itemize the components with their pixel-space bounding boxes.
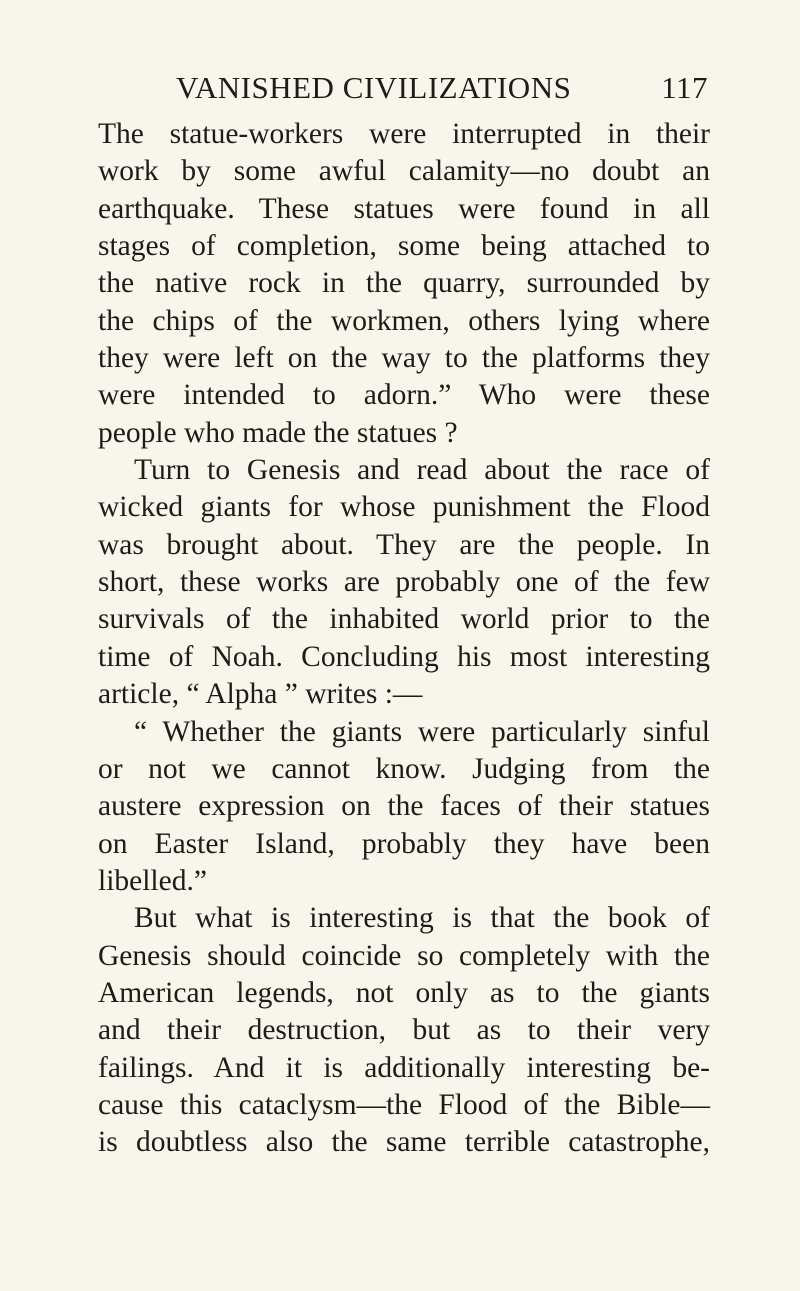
body-text <box>98 116 710 1162</box>
text-line: short, these works are probably one of the few <box>98 566 710 599</box>
text-line: they were left on the way to the platforms they <box>98 342 710 375</box>
text-line: the native rock in the quarry, surrounded by <box>98 267 710 300</box>
text-line: But what is interesting is that the book of <box>134 902 710 935</box>
text-line: cause this cataclysm—the Flood of the Bible— <box>98 1088 710 1121</box>
text-line: the chips of the workmen, others lying where <box>98 304 710 337</box>
text-line: or not we cannot know. Judging from the <box>98 752 710 785</box>
text-line: “ Whether the giants were particularly sinful <box>134 715 710 748</box>
text-line: is doubtless also the same terrible catastrophe, <box>98 1126 710 1159</box>
text-line: work by some awful calamity—no doubt an <box>98 155 710 188</box>
text-line: and their destruction, but as to their very <box>98 1014 710 1047</box>
text-line: Genesis should coincide so completely with the <box>98 939 710 972</box>
running-head-title: VANISHED CIVILIZATIONS <box>176 70 572 105</box>
text-line: Turn to Genesis and read about the race of <box>134 454 710 487</box>
text-line: failings. And it is additionally interesting be- <box>98 1051 710 1084</box>
text-line: time of Noah. Concluding his most interesting <box>98 640 710 673</box>
text-line: were intended to adorn.” Who were these <box>98 379 710 412</box>
text-line: libelled.” <box>98 864 207 897</box>
text-line: wicked giants for whose punishment the Flood <box>98 491 710 524</box>
text-line: was brought about. They are the people. In <box>98 528 710 561</box>
text-line: The statue-workers were interrupted in their <box>98 118 710 150</box>
text-line: article, “ Alpha ” writes :— <box>98 678 423 711</box>
text-line: earthquake. These statues were found in all <box>98 192 710 225</box>
text-line: on Easter Island, probably they have been <box>98 827 710 860</box>
text-line: survivals of the inhabited world prior to the <box>98 603 710 636</box>
page-number: 117 <box>661 70 708 105</box>
text-line: austere expression on the faces of their statues <box>98 790 710 823</box>
text-line: American legends, not only as to the giants <box>98 976 710 1009</box>
text-line: stages of completion, some being attached to <box>98 230 710 263</box>
text-line: people who made the statues ? <box>98 416 458 449</box>
